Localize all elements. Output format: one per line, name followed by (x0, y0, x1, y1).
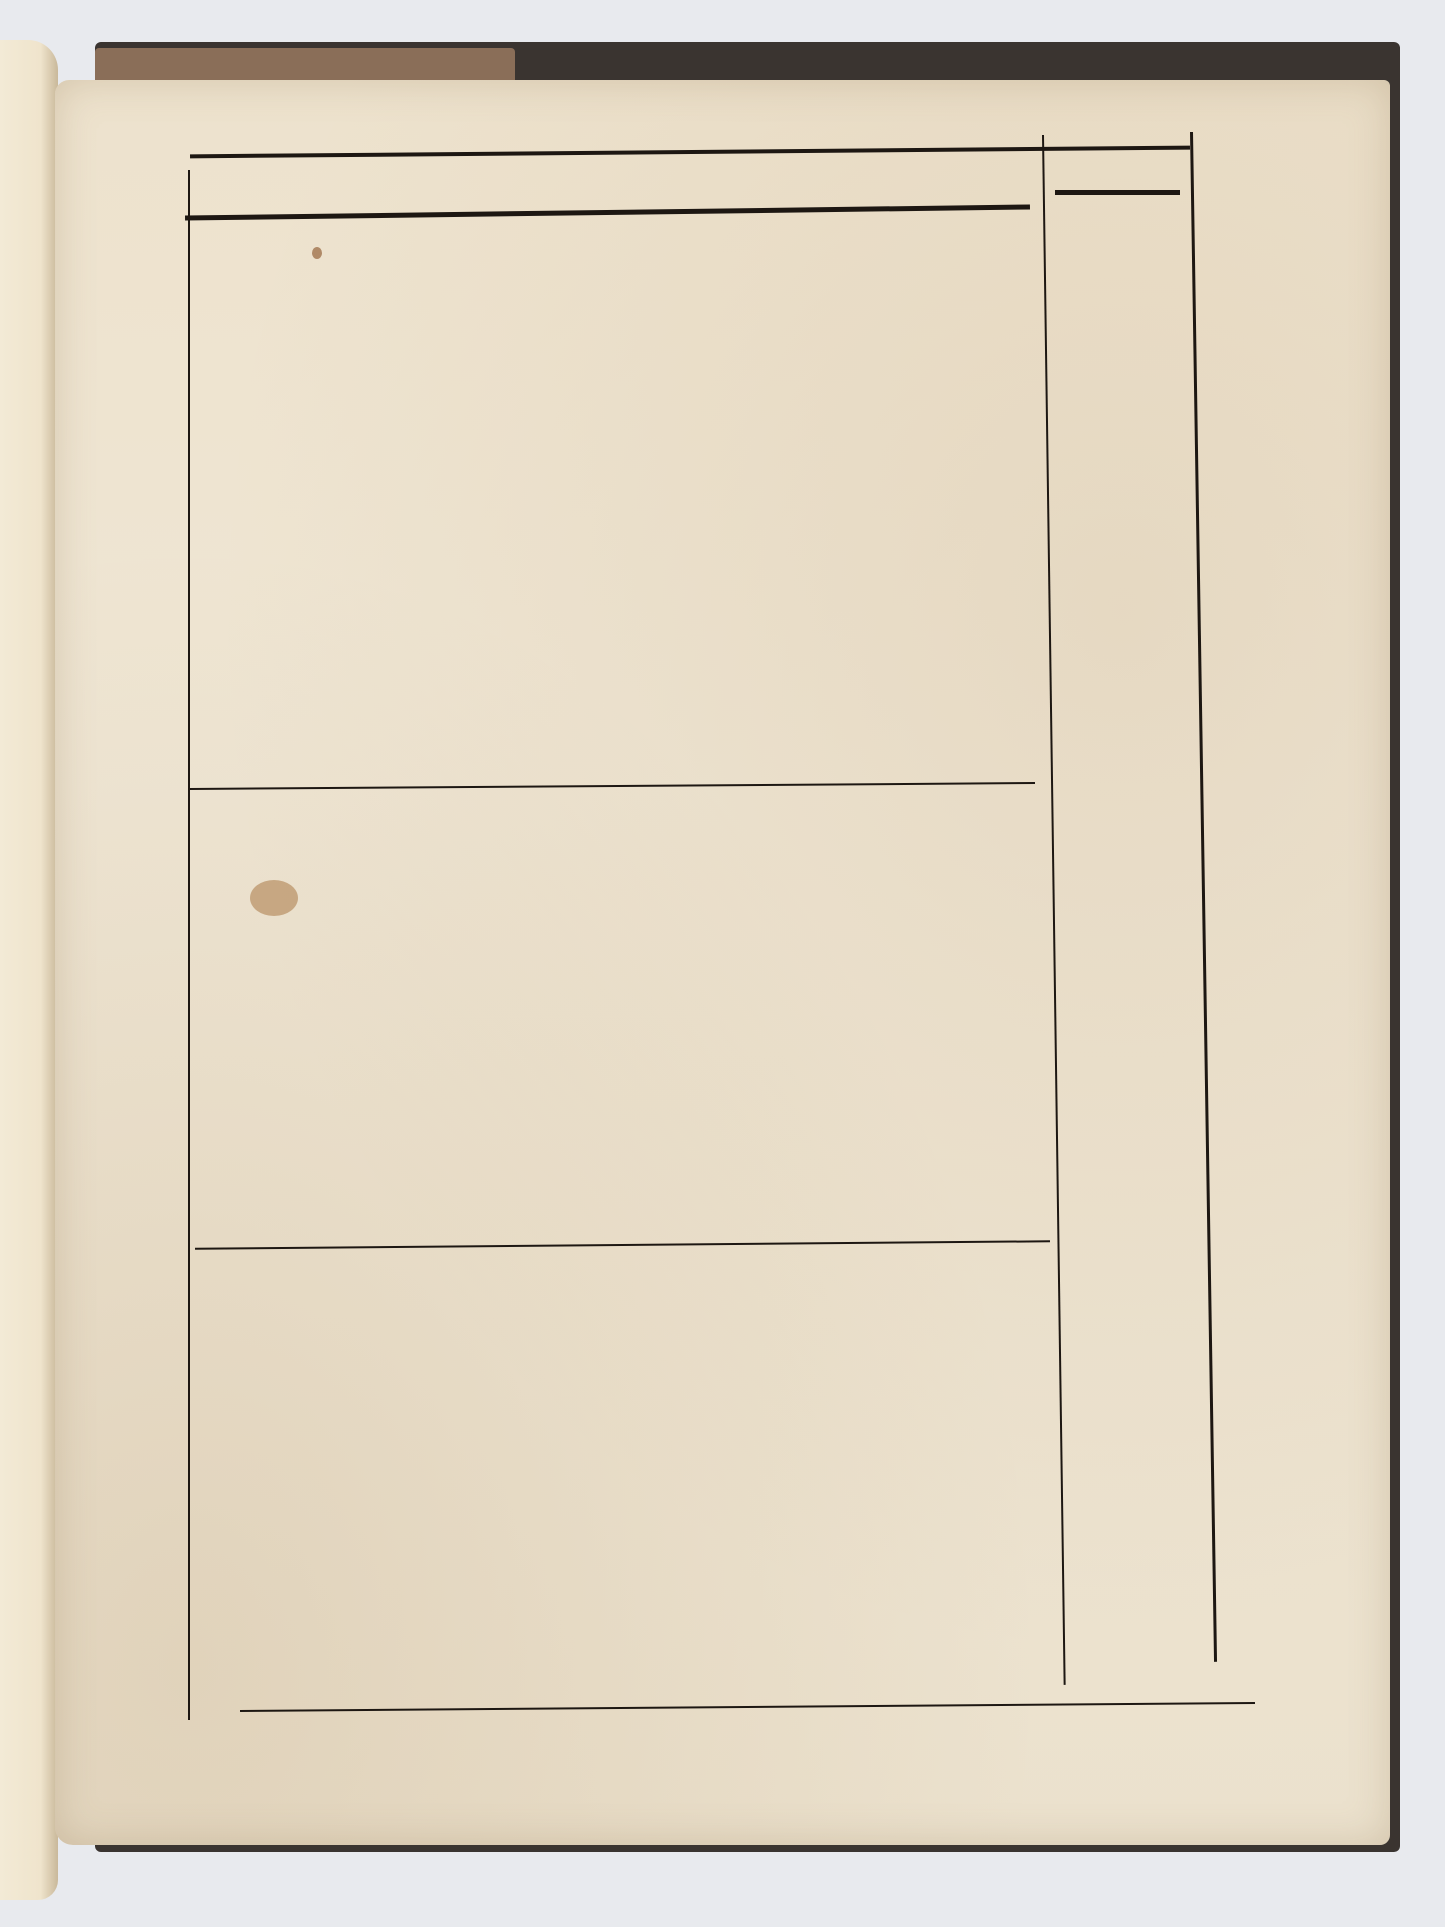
ornament-palmette-row (204, 241, 1035, 323)
facing-page-edge (0, 40, 58, 1900)
cover-leather-tear (95, 48, 515, 84)
frame-rule-left (188, 170, 190, 1720)
frame-rule-margin-header (1055, 190, 1180, 195)
headpiece-ornament (204, 241, 1036, 381)
